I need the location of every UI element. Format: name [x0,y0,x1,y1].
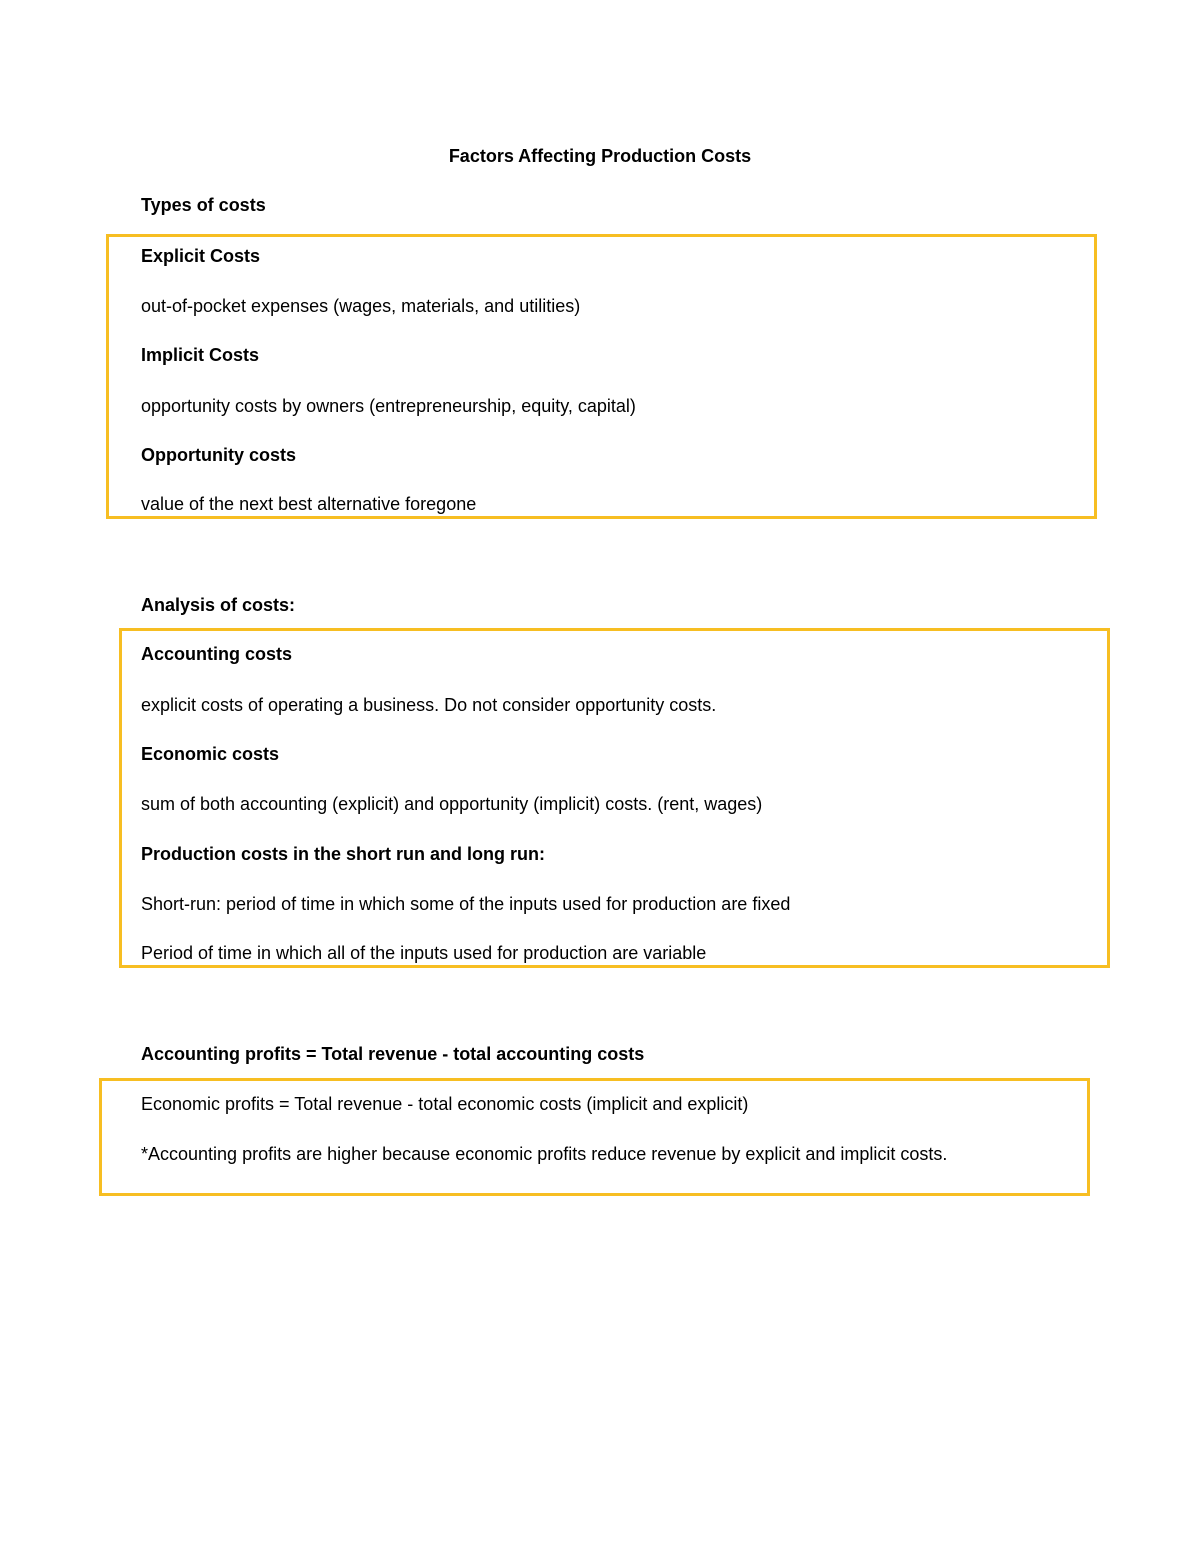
analysis-of-costs-heading: Analysis of costs: [141,595,296,615]
opportunity-costs-text: value of the next best alternative foregone [141,494,477,514]
opportunity-costs-heading: Opportunity costs [141,445,297,465]
explicit-costs-heading: Explicit Costs [141,246,261,266]
implicit-costs-text: opportunity costs by owners (entrepreneurship, equity, capital) [141,396,636,416]
accounting-costs-text: explicit costs of operating a business. Do not consider opportunity costs. [141,695,717,715]
economic-costs-heading: Economic costs [141,744,280,764]
production-costs-heading: Production costs in the short run and long run: [141,844,545,864]
explicit-costs-text: out-of-pocket expenses (wages, materials, and utilities) [141,296,581,316]
economic-profits-formula: Economic profits = Total revenue - total economic costs (implicit and explicit) [141,1094,749,1114]
document-title: Factors Affecting Production Costs [448,146,752,166]
types-of-costs-heading: Types of costs [141,195,266,215]
types-of-costs-box [106,234,1097,519]
short-run-text: Short-run: period of time in which some of the inputs used for production are fixed [141,894,791,914]
accounting-profits-formula: Accounting profits = Total revenue - total accounting costs [141,1044,645,1064]
long-run-text: Period of time in which all of the inputs used for production are variable [141,943,707,963]
implicit-costs-heading: Implicit Costs [141,345,260,365]
accounting-costs-heading: Accounting costs [141,644,293,664]
economic-costs-text: sum of both accounting (explicit) and opportunity (implicit) costs. (rent, wages) [141,794,763,814]
profits-note: *Accounting profits are higher because economic profits reduce revenue by explicit and implicit costs. [141,1144,948,1164]
